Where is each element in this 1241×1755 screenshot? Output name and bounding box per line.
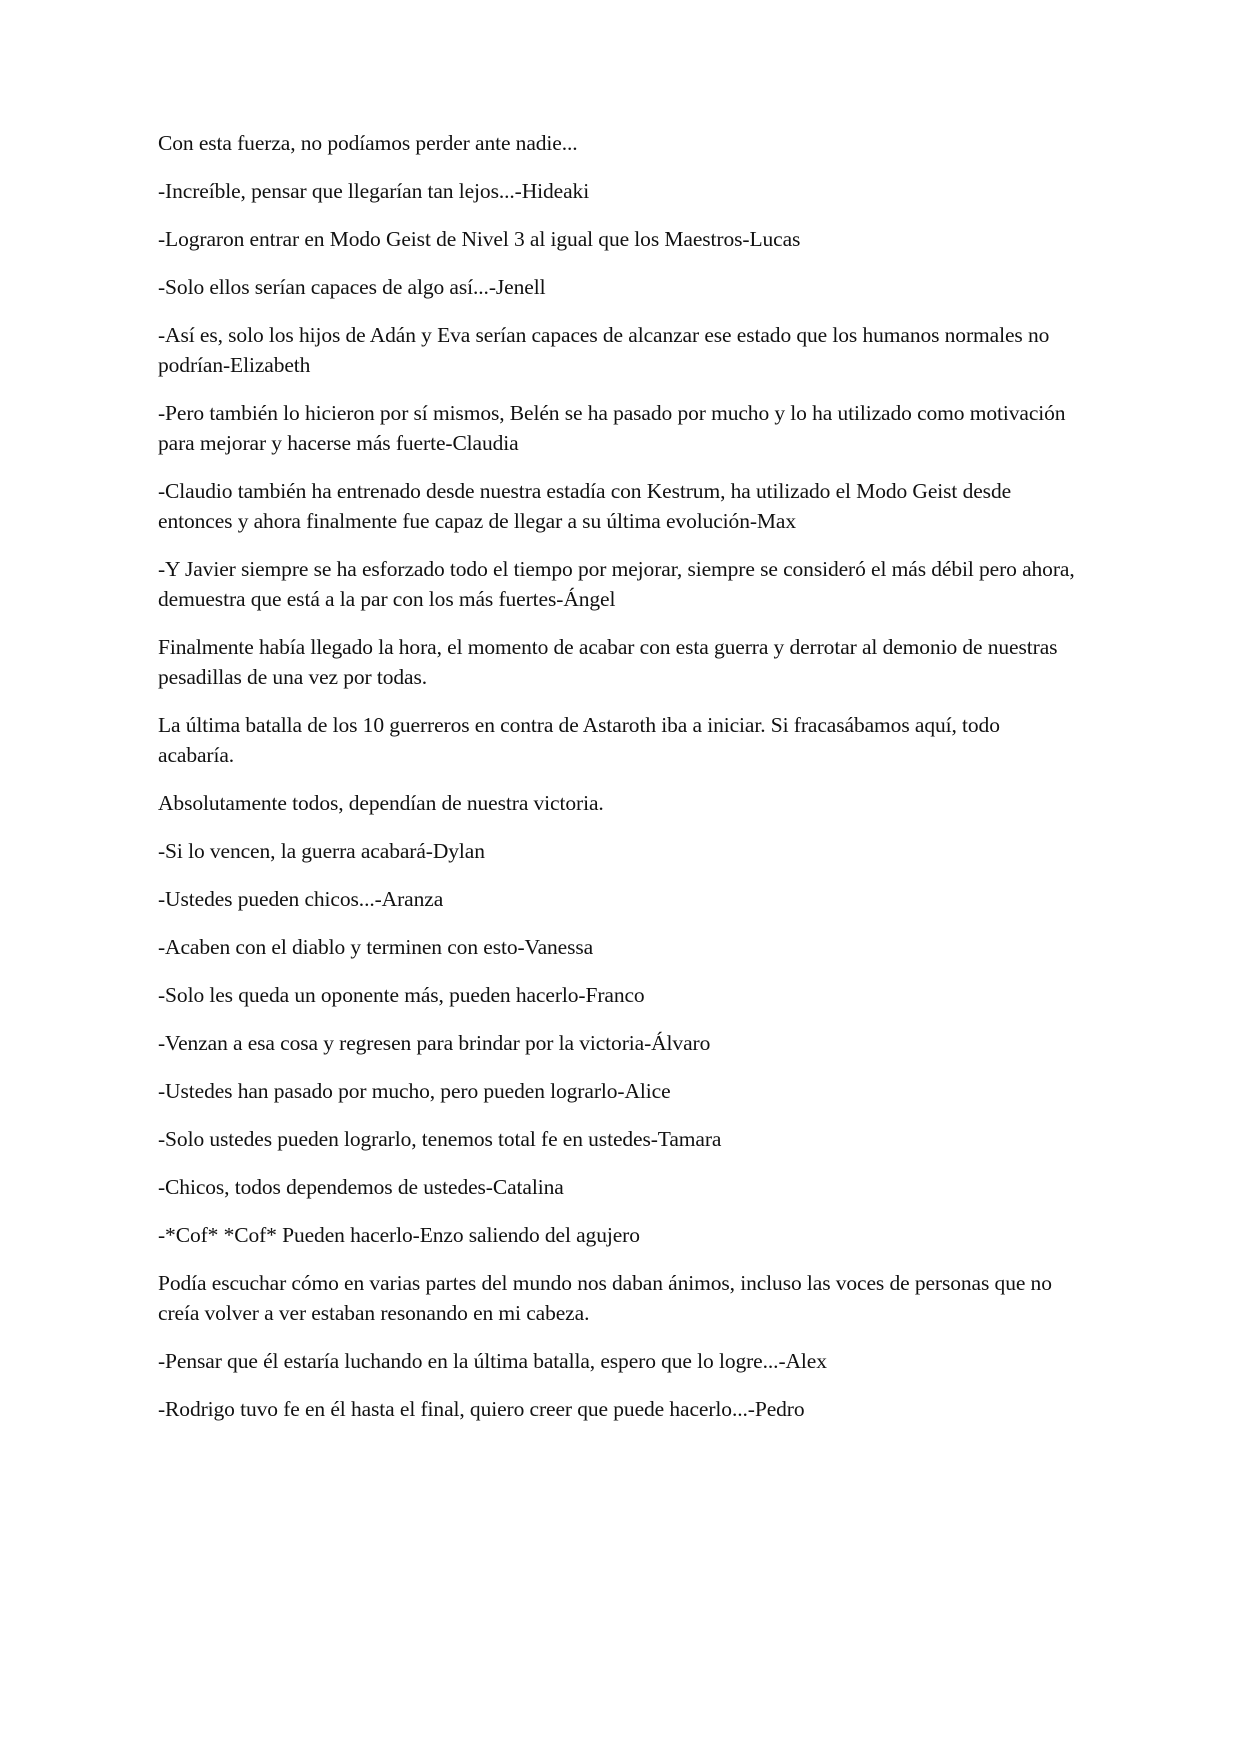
- paragraph: Finalmente había llegado la hora, el momento de acabar con esta guerra y derrotar al demonio de nuestras pesadillas de una vez por todas.: [158, 635, 1058, 689]
- paragraph: -Y Javier siempre se ha esforzado todo el tiempo por mejorar, siempre se consideró el más débil pero ahora, demuestra que está a la par con los más fuertes-Ángel: [158, 557, 1075, 611]
- paragraph: -Lograron entrar en Modo Geist de Nivel 3 al igual que los Maestros-Lucas: [158, 227, 801, 251]
- paragraph: -Venzan a esa cosa y regresen para brindar por la victoria-Álvaro: [158, 1031, 711, 1055]
- paragraph: -Ustedes han pasado por mucho, pero pueden lograrlo-Alice: [158, 1079, 671, 1103]
- paragraph: -Claudio también ha entrenado desde nuestra estadía con Kestrum, ha utilizado el Modo Geist desde entonces y ahora finalmente fue capaz de llegar a su última evolución-Max: [158, 479, 1012, 533]
- paragraph: -Solo ustedes pueden lograrlo, tenemos total fe en ustedes-Tamara: [158, 1127, 722, 1151]
- paragraph: -Si lo vencen, la guerra acabará-Dylan: [158, 839, 485, 863]
- paragraph: Absolutamente todos, dependían de nuestra victoria.: [158, 791, 604, 815]
- paragraph: -Chicos, todos dependemos de ustedes-Catalina: [158, 1175, 564, 1199]
- paragraph: La última batalla de los 10 guerreros en contra de Astaroth iba a iniciar. Si fracasábamos aquí, todo acabaría.: [158, 713, 1000, 767]
- paragraph: -Solo ellos serían capaces de algo así...-Jenell: [158, 275, 546, 299]
- paragraph: -Pero también lo hicieron por sí mismos, Belén se ha pasado por mucho y lo ha utilizado como motivación para mejorar y hacerse más fuerte-Claudia: [158, 401, 1066, 455]
- paragraph: Podía escuchar cómo en varias partes del mundo nos daban ánimos, incluso las voces de personas que no creía volver a ver estaban resonando en mi cabeza.: [158, 1271, 1052, 1325]
- paragraph: -Ustedes pueden chicos...-Aranza: [158, 887, 444, 911]
- paragraph: -Pensar que él estaría luchando en la última batalla, espero que lo logre...-Alex: [158, 1349, 827, 1373]
- paragraph: -Solo les queda un oponente más, pueden hacerlo-Franco: [158, 983, 645, 1007]
- paragraph: Con esta fuerza, no podíamos perder ante nadie...: [158, 131, 578, 155]
- paragraph: -*Cof* *Cof* Pueden hacerlo-Enzo saliendo del agujero: [158, 1223, 640, 1247]
- document-body: [158, 128, 1078, 1442]
- paragraph: -Increíble, pensar que llegarían tan lejos...-Hideaki: [158, 179, 590, 203]
- paragraph: -Así es, solo los hijos de Adán y Eva serían capaces de alcanzar ese estado que los humanos normales no podrían-Elizabeth: [158, 323, 1050, 377]
- paragraph: -Rodrigo tuvo fe en él hasta el final, quiero creer que puede hacerlo...-Pedro: [158, 1397, 805, 1421]
- paragraph: -Acaben con el diablo y terminen con esto-Vanessa: [158, 935, 594, 959]
